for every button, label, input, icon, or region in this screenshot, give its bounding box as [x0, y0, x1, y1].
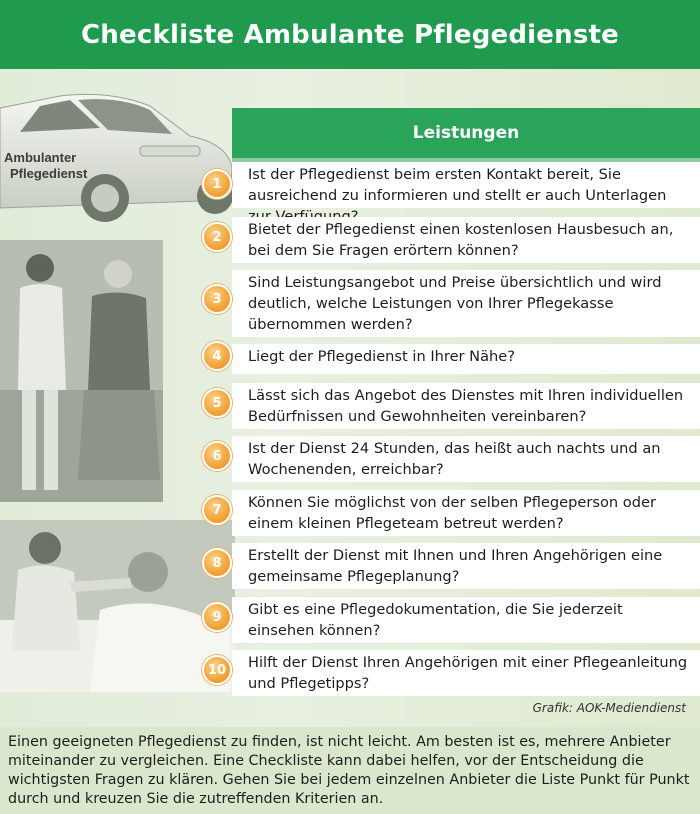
checklist-item-1 [232, 162, 700, 208]
car-door-text-1: Ambulanter [4, 150, 77, 165]
number-badge: 2 [202, 222, 232, 252]
number-badge: 8 [202, 548, 232, 578]
header-banner [0, 0, 700, 69]
checklist-item-text: Können Sie möglichst von der selben Pflegeperson oder einem kleinen Pflegeteam betreut werden? [248, 494, 656, 532]
checklist-item-text: Bietet der Pflegedienst einen kostenlosen Hausbesuch an, bei dem Sie Fragen erörtern können? [248, 221, 674, 259]
panel-title: Leistungen [412, 123, 520, 143]
care-photo [0, 520, 235, 692]
number-badge: 10 [202, 655, 232, 685]
checklist-item-6 [232, 436, 700, 482]
checklist-item-7 [232, 490, 700, 536]
car-door-text-2: Pflegedienst [10, 166, 88, 181]
checklist-item-text: Erstellt der Dienst mit Ihnen und Ihren Angehörigen eine gemeinsame Pflegeplanung? [248, 547, 663, 585]
panel-header [232, 108, 700, 158]
checklist-item-text: Ist der Dienst 24 Stunden, das heißt auch nachts und an Wochenenden, erreichbar? [248, 440, 661, 478]
car-photo [0, 88, 235, 228]
graphic-credit: Grafik: AOK-Mediendienst [532, 701, 686, 715]
page-title: Checkliste Ambulante Pflegedienste [81, 19, 619, 50]
footer-text: Einen geeigneten Pflegedienst zu finden, ist nicht leicht. Am besten ist es, mehrere Anbieter miteinander zu vergleichen. Eine Checkliste kann dabei helfen, vor der Entscheidung die wichtigsten Fragen zu klären. Gehen Sie bei jedem einzelnen Anbieter die Liste Punkt für Punkt durch und kreuzen Sie die zutreffenden Kriterien an. [8, 734, 690, 807]
number-badge: 4 [202, 341, 232, 371]
checklist-item-8 [232, 543, 700, 589]
number-badge: 6 [202, 441, 232, 471]
checklist-item-text: Ist der Pflegedienst beim ersten Kontakt bereit, Sie ausreichend zu informieren und stellt er auch Unterlagen [248, 166, 667, 204]
checklist-item-text: Hilft der Dienst Ihren Angehörigen mit einer Pflegeanleitung und Pflegetipps? [248, 654, 688, 692]
walking-photo [0, 240, 163, 502]
checklist-item-4 [232, 344, 700, 374]
number-badge: 7 [202, 495, 232, 525]
checklist-panel [232, 108, 700, 692]
checklist-item-5 [232, 383, 700, 429]
checklist-item-9 [232, 597, 700, 643]
checklist-item-text: Gibt es eine Pflegedokumentation, die Sie jederzeit einsehen können? [248, 601, 623, 639]
number-badge: 9 [202, 602, 232, 632]
checklist-item-text: Liegt der Pflegedienst in Ihrer Nähe? [248, 348, 516, 365]
footer-note [0, 727, 700, 814]
checklist-item-text: Lässt sich das Angebot des Dienstes mit Ihren individuellen Bedürfnissen und Gewohnheiten vereinbaren? [248, 387, 684, 425]
checklist-item-3 [232, 270, 700, 337]
number-badge: 3 [202, 284, 232, 314]
number-badge: 1 [202, 169, 232, 199]
checklist-item-10 [232, 650, 700, 696]
number-badge: 5 [202, 388, 232, 418]
checklist-item-2 [232, 217, 700, 263]
checklist-item-text: Sind Leistungsangebot und Preise übersichtlich und wird deutlich, welche Leistungen von Ihrer Pflegekasse übernommen werden? [248, 274, 662, 333]
